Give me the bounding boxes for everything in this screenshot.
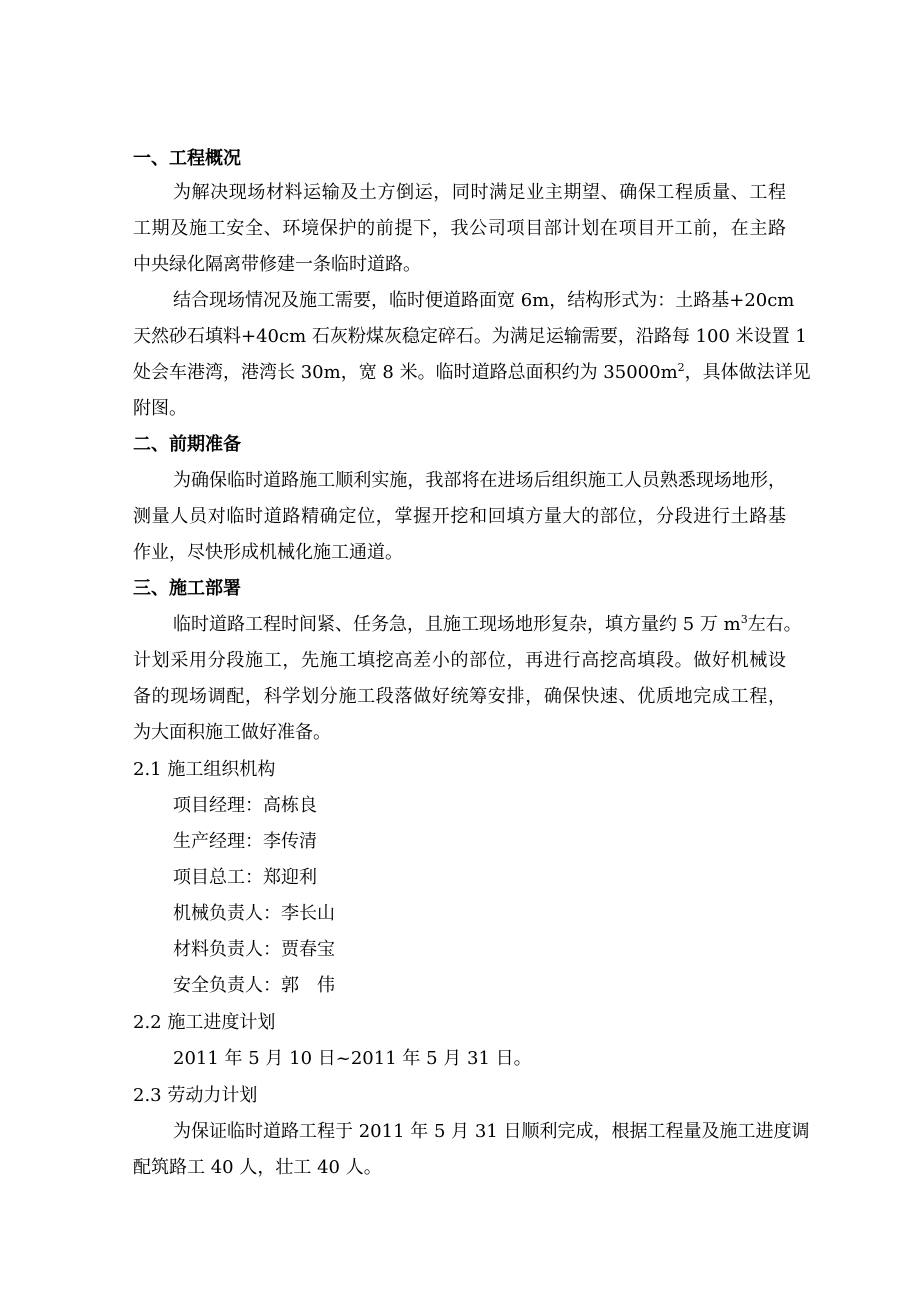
staff-item: 项目经理：高栋良 xyxy=(173,795,317,816)
paragraph-line: 为解决现场材料运输及土方倒运，同时满足业主期望、确保工程质量、工程 xyxy=(173,182,786,203)
superscript: 2 xyxy=(677,361,685,374)
paragraph-line: 天然砂石填料+40cm 石灰粉煤灰稳定碎石。为满足运输需要，沿路每 100 米设置 1 xyxy=(133,326,807,347)
paragraph-line: 备的现场调配，科学划分施工段落做好统筹安排，确保快速、优质地完成工程， xyxy=(133,686,786,707)
section-heading-preparation: 二、前期准备 xyxy=(133,434,241,455)
staff-item: 安全负责人：郭 伟 xyxy=(173,975,335,996)
subsection-heading-labor: 2.3 劳动力计划 xyxy=(133,1085,258,1106)
paragraph-line: 为大面积施工做好准备。 xyxy=(133,722,331,743)
paragraph-line: 配筑路工 40 人，壮工 40 人。 xyxy=(133,1157,382,1178)
staff-item: 生产经理：李传清 xyxy=(173,831,317,852)
schedule-text: 2011 年 5 月 10 日~2011 年 5 月 31 日。 xyxy=(173,1048,532,1069)
paragraph-line: 结合现场情况及施工需要，临时便道路面宽 6m，结构形式为：土路基+20cm xyxy=(173,290,795,311)
paragraph-line: 附图。 xyxy=(133,398,187,419)
staff-item: 材料负责人：贾春宝 xyxy=(173,939,335,960)
staff-item: 项目总工：郑迎利 xyxy=(173,867,317,888)
paragraph-line: 临时道路工程时间紧、任务急，且施工现场地形复杂，填方量约 5 万 $m^3$左右。 xyxy=(173,613,802,635)
paragraph-line: 计划采用分段施工，先施工填挖高差小的部位，再进行高挖高填段。做好机械设 xyxy=(133,650,786,671)
section-heading-overview: 一、工程概况 xyxy=(133,148,241,169)
paragraph-line: 处会车港湾，港湾长 30m，宽 8 米。临时道路总面积约为 $35000m^2$，具体做法详见 xyxy=(133,361,811,383)
subsection-heading-organization: 2.1 施工组织机构 xyxy=(133,759,276,780)
section-heading-deployment: 三、施工部署 xyxy=(133,578,241,599)
paragraph-line: 中央绿化隔离带修建一条临时道路。 xyxy=(133,254,421,275)
paragraph-line: 为保证临时道路工程于 2011 年 5 月 31 日顺利完成，根据工程量及施工进度调 xyxy=(173,1121,810,1142)
paragraph-line: 为确保临时道路施工顺利实施，我部将在进场后组织施工人员熟悉现场地形， xyxy=(173,470,786,491)
paragraph-line: 作业，尽快形成机械化施工通道。 xyxy=(133,542,403,563)
staff-item: 机械负责人：李长山 xyxy=(173,903,335,924)
paragraph-line: 工期及施工安全、环境保护的前提下，我公司项目部计划在项目开工前，在主路 xyxy=(133,218,786,239)
subsection-heading-schedule: 2.2 施工进度计划 xyxy=(133,1012,276,1033)
paragraph-line: 测量人员对临时道路精确定位，掌握开挖和回填方量大的部位，分段进行土路基 xyxy=(133,506,786,527)
superscript: 3 xyxy=(740,613,748,626)
